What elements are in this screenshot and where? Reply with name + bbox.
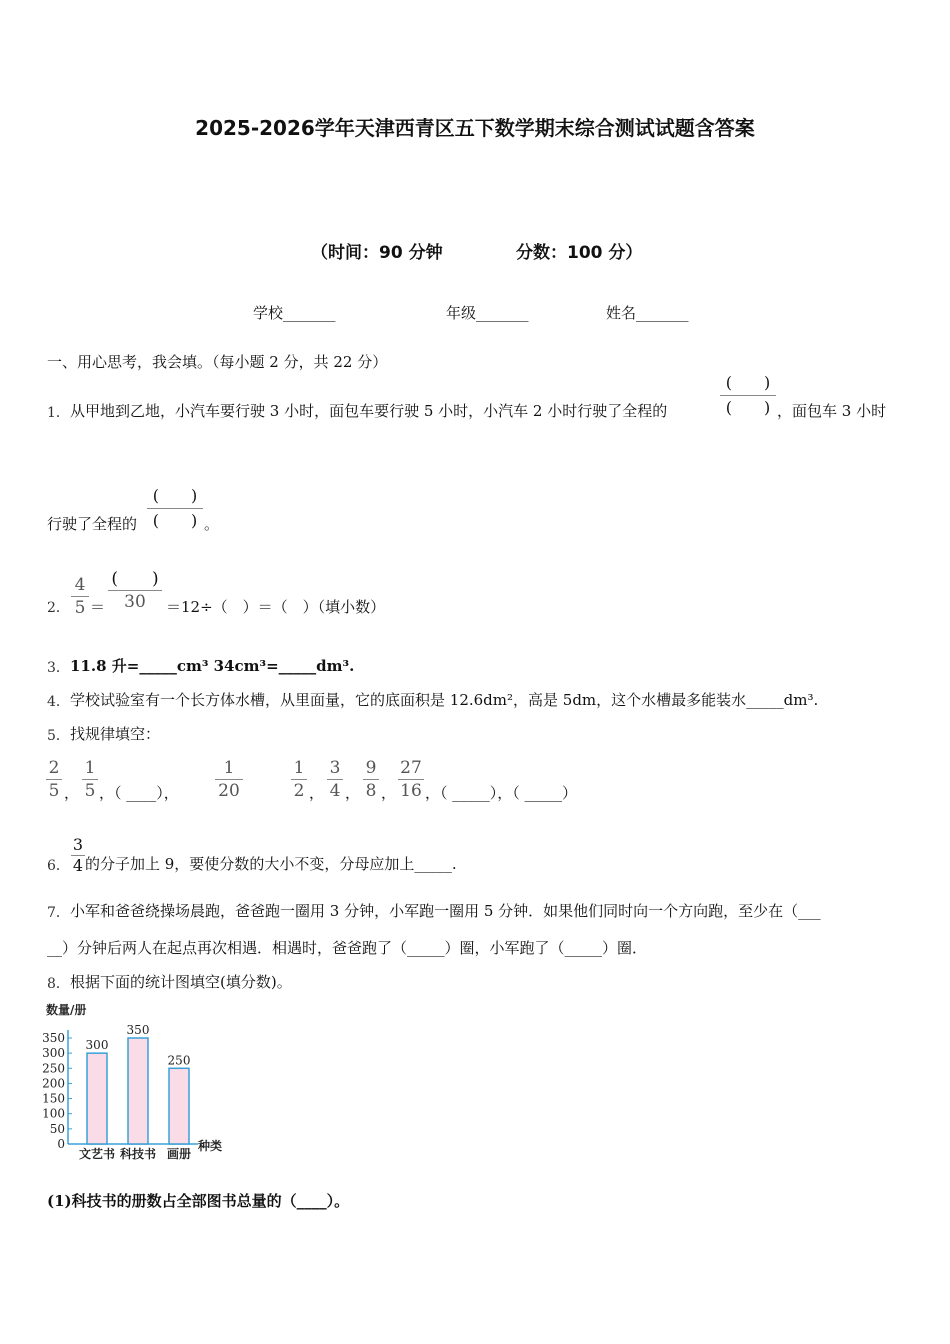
frac-num: 9 [365,758,377,778]
frac-num: 1 [223,758,235,778]
y-tick-label: 150 [42,1091,65,1106]
x-category-label: 文艺书 [78,1147,116,1161]
q2-frac-num: 4 [74,575,86,595]
q8-sub1: (1)科技书的册数占全部图书总量的（____）。 [47,1192,350,1210]
exam-score: 分数：100 分） [516,243,643,263]
y-tick-label: 50 [49,1121,65,1136]
fraction-bar [108,590,162,591]
fraction-bar [720,395,776,396]
frac-den: 2 [293,781,305,801]
section-heading: 一、用心思考，我会填。（每小题 2 分，共 22 分） [47,353,388,371]
q1-text-b: ，面包车 3 小时 [777,402,887,420]
frac-den: 4 [72,856,84,875]
q1-text-d: 。 [204,515,220,533]
q5-sep: ， [381,784,397,802]
q5-sep: ， [345,784,361,802]
q6-number: 6． [47,858,70,874]
x-axis-label: 种类 [198,1139,223,1153]
frac-num: 1 [84,758,96,778]
bar-科技书 [128,1038,148,1144]
q5-seq2-frac3 [363,758,379,801]
q7-line2: __）分钟后两人在起点再次相遇．相遇时，爸爸跑了（_____）圈，小军跑了（_____）圈． [47,939,648,957]
q5-sep: ， [309,784,325,802]
fraction-bar [398,779,424,780]
q2-rest: ＝12÷（ ）＝（ ）（填小数） [166,598,386,616]
bar-data-label: 350 [126,1023,150,1037]
fraction-bar [327,779,343,780]
q1-blank-fraction-2[interactable] [147,485,203,532]
frac-den: 5 [84,781,96,801]
page-title: 2025-2026学年天津西青区五下数学期末综合测试试题含答案 [195,116,755,140]
school-field[interactable]: 学校_______ [253,304,336,322]
q8-number: 8． [47,976,70,992]
q1-blank-num-2[interactable]: ( ) [152,486,198,505]
q2-eq: ＝ [90,598,106,616]
q2-blank-den: 30 [124,592,146,612]
q3-number: 3． [47,660,70,676]
q1-blank-den-1[interactable]: ( ) [725,398,771,417]
fraction-bar [215,779,243,780]
q7-line1: 小军和爸爸绕操场晨跑，爸爸跑一圈用 3 分钟，小军跑一圈用 5 分钟．如果他们同时向一个方向跑，至少在（___ [70,902,821,920]
frac-den: 20 [218,781,240,801]
q2-fraction [71,575,89,618]
y-tick-label: 250 [42,1061,65,1076]
fraction-bar [82,779,98,780]
frac-num: 3 [72,835,84,854]
q2-frac-den: 5 [74,598,86,618]
x-category-label: 画册 [166,1147,192,1161]
bar-data-label: 300 [85,1038,109,1053]
q6-text: 的分子加上 9，要使分数的大小不变，分母应加上_____. [85,855,457,873]
q8-text: 根据下面的统计图填空(填分数)。 [70,973,292,991]
q5-seq1-frac1 [46,758,62,801]
grade-field[interactable]: 年级_______ [446,304,529,322]
frac-den: 5 [48,781,60,801]
q5-seq2-frac2 [327,758,343,801]
frac-num: 27 [400,758,422,778]
frac-num: 2 [48,758,60,778]
bar-画册 [169,1068,189,1144]
q5-seq1-frac2 [82,758,98,801]
q1-text-c: 行驶了全程的 [47,515,138,533]
q1-blank-num-1[interactable]: ( ) [725,373,771,392]
y-tick-label: 100 [42,1106,65,1121]
q1-blank-fraction-1[interactable] [720,372,776,419]
q1-text-a: 从甲地到乙地，小汽车要行驶 3 小时，面包车要行驶 5 小时，小汽车 2 小时行驶了全程的 [70,402,668,420]
q5-seq1-blank[interactable]: ，（ ____）， [99,784,179,802]
y-tick-label: 350 [42,1031,65,1045]
q5-sep: ， [64,784,80,802]
frac-num: 3 [329,758,341,778]
y-tick-label: 0 [57,1137,65,1151]
fraction-bar [363,779,379,780]
q5-number: 5． [47,728,70,744]
x-category-label: 科技书 [119,1147,157,1161]
q3-text: 11.8 升=_____cm³ 34cm³=_____dm³. [70,657,355,675]
fraction-bar [46,779,62,780]
bar-文艺书 [87,1053,107,1144]
q1-blank-den-2[interactable]: ( ) [152,511,198,530]
q5-seq2-blanks[interactable]: ，（ _____），（ _____） [425,784,578,802]
q5-seq2-frac4 [398,758,424,801]
q4-number: 4． [47,694,70,710]
q6-fraction [71,836,85,875]
q5-text: 找规律填空： [70,725,161,743]
y-tick-label: 300 [42,1046,65,1061]
fraction-bar [291,779,307,780]
q4-text: 学校试验室有一个长方体水槽，从里面量，它的底面积是 12.6dm²，高是 5dm，这个水槽最多能装水_____dm³. [70,691,819,709]
q2-number: 2． [47,600,70,616]
frac-den: 8 [365,781,377,801]
y-axis-label: 数量/册 [46,1003,87,1017]
q1-number: 1． [47,405,70,421]
q7-number: 7． [47,905,70,921]
q5-seq2-frac1 [291,758,307,801]
frac-den: 16 [400,781,422,801]
bar-data-label: 250 [167,1053,191,1068]
frac-num: 1 [293,758,305,778]
q5-seq1-frac3 [215,758,243,801]
exam-time: （时间：90 分钟 [311,243,443,263]
fraction-bar [147,508,203,509]
fraction-bar [71,596,89,597]
q2-blank-num[interactable]: ( ) [111,569,159,589]
y-tick-label: 200 [42,1076,65,1091]
name-field[interactable]: 姓名_______ [606,304,689,322]
frac-den: 4 [329,781,341,801]
q2-blank-fraction[interactable] [108,569,162,612]
book-count-bar-chart [40,996,240,1166]
